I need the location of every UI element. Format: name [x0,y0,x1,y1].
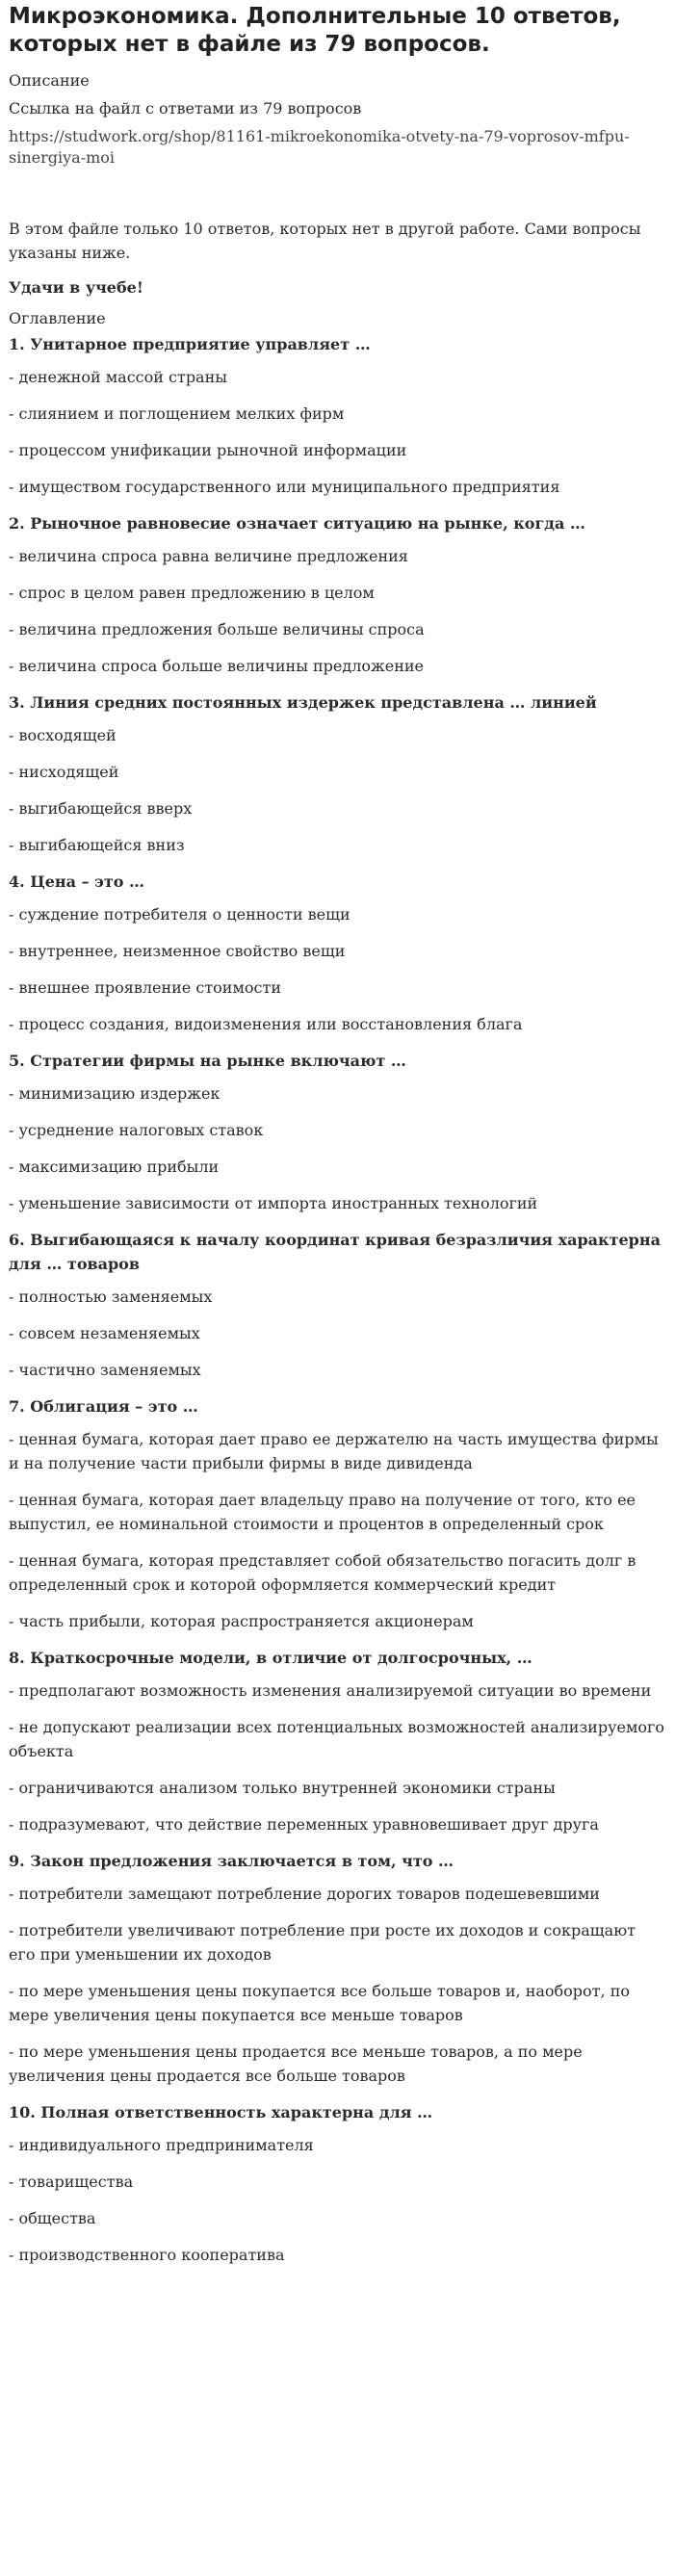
question-title: 7. Облигация – это … [9,1397,198,1416]
answer-option: - выгибающейся вниз [9,836,185,854]
answer-option: - производственного кооператива [9,2246,285,2264]
answer-option: - потребители замещают потребление дорогих товаров подешевевшими [9,1885,600,1903]
answer-option: - денежной массой страны [9,368,227,386]
answer-option: - предполагают возможность изменения анализируемой ситуации во времени [9,1681,652,1700]
question-block [9,1849,666,2088]
answer-option: - слиянием и поглощением мелких фирм [9,404,345,423]
question-title: 2. Рыночное равновесие означает ситуацию на рынке, когда … [9,514,585,533]
answer-option: - подразумевают, что действие переменных уравновешивает друг друга [9,1815,599,1834]
answer-option: - максимизацию прибыли [9,1158,220,1176]
answer-option: - часть прибыли, которая распространяется акционерам [9,1612,474,1630]
answer-option: - не допускают реализации всех потенциальных возможностей анализируемого объекта [9,1718,665,1760]
answer-option: - суждение потребителя о ценности вещи [9,905,350,924]
question-title: 10. Полная ответственность характерна для … [9,2103,433,2121]
question-block [9,870,666,1036]
answer-option: - величина спроса равна величине предложения [9,547,408,565]
question-block [9,511,666,678]
answer-option: - минимизацию издержек [9,1084,221,1103]
answer-option: - ограничиваются анализом только внутренней экономики страны [9,1779,556,1797]
answer-option: - внутреннее, неизменное свойство вещи [9,942,346,960]
question-title: 3. Линия средних постоянных издержек представлена … линией [9,693,597,712]
question-block [9,1228,666,1382]
answer-option: - ценная бумага, которая дает право ее держателю на часть имущества фирмы и на получение части прибыли фирмы в виде дивиденда [9,1430,659,1472]
answer-option: - выгибающейся вверх [9,799,193,818]
question-block [9,332,666,499]
toc-label: Оглавление [9,309,106,327]
page-title: Микроэкономика. Дополнительные 10 ответов, которых нет в файле из 79 вопросов. [9,4,621,57]
answer-option: - полностью заменяемых [9,1288,213,1306]
answer-option: - потребители увеличивают потребление при росте их доходов и сокращают его при уменьшении их доходов [9,1921,636,1964]
answer-option: - величина спроса больше величины предложение [9,657,425,675]
answer-option: - индивидуального предпринимателя [9,2136,314,2154]
answer-option: - восходящей [9,726,117,744]
questions-list [9,332,666,2267]
description-label: Описание [9,71,90,90]
answer-option: - товарищества [9,2173,134,2191]
answer-option: - частично заменяемых [9,1361,201,1379]
intro-paragraph: В этом файле только 10 ответов, которых нет в другой работе. Сами вопросы указаны ниже. [9,220,641,262]
answer-option: - по мере уменьшения цены продается все меньше товаров, а по мере увеличения цены продается все больше товаров [9,2043,583,2085]
answer-option: - имуществом государственного или муниципального предприятия [9,478,560,496]
answer-option: - спрос в целом равен предложению в целом [9,584,375,602]
answer-option: - ценная бумага, которая представляет собой обязательство погасить долг в определенный срок и которой оформляется коммерческий кредит [9,1551,636,1594]
question-block [9,1646,666,1836]
question-title: 5. Стратегии фирмы на рынке включают … [9,1052,406,1070]
question-title: 8. Краткосрочные модели, в отличие от долгосрочных, … [9,1649,532,1667]
file-link[interactable]: https://studwork.org/shop/81161-mikroekonomika-otvety-na-79-voprosov-mfpu-sinergiya-moi [9,127,630,167]
question-title: 4. Цена – это … [9,872,145,891]
answer-option: - по мере уменьшения цены покупается все больше товаров и, наоборот, по мере увеличения цены покупается все меньше товаров [9,1982,630,2024]
answer-option: - внешнее проявление стоимости [9,978,282,997]
question-block [9,1049,666,1215]
question-block [9,1394,666,1633]
question-block [9,690,666,857]
answer-option: - величина предложения больше величины спроса [9,620,425,638]
good-luck-text: Удачи в учебе! [9,278,143,297]
answer-option: - ценная бумага, которая дает владельцу право на получение от того, кто ее выпустил, ее номинальной стоимости и процентов в определенный срок [9,1491,636,1533]
question-title: 9. Закон предложения заключается в том, что … [9,1852,454,1870]
link-label: Ссылка на файл с ответами из 79 вопросов [9,99,362,117]
answer-option: - усреднение налоговых ставок [9,1121,264,1139]
question-title: 1. Унитарное предприятие управляет … [9,335,371,353]
question-title: 6. Выгибающаяся к началу координат кривая безразличия характерна для … товаров [9,1231,661,1273]
question-block [9,2100,666,2267]
answer-option: - процессом унификации рыночной информации [9,441,407,459]
answer-option: - нисходящей [9,763,119,781]
answer-option: - уменьшение зависимости от импорта иностранных технологий [9,1194,538,1212]
answer-option: - общества [9,2209,96,2227]
answer-option: - процесс создания, видоизменения или восстановления блага [9,1015,523,1033]
answer-option: - совсем незаменяемых [9,1324,200,1342]
